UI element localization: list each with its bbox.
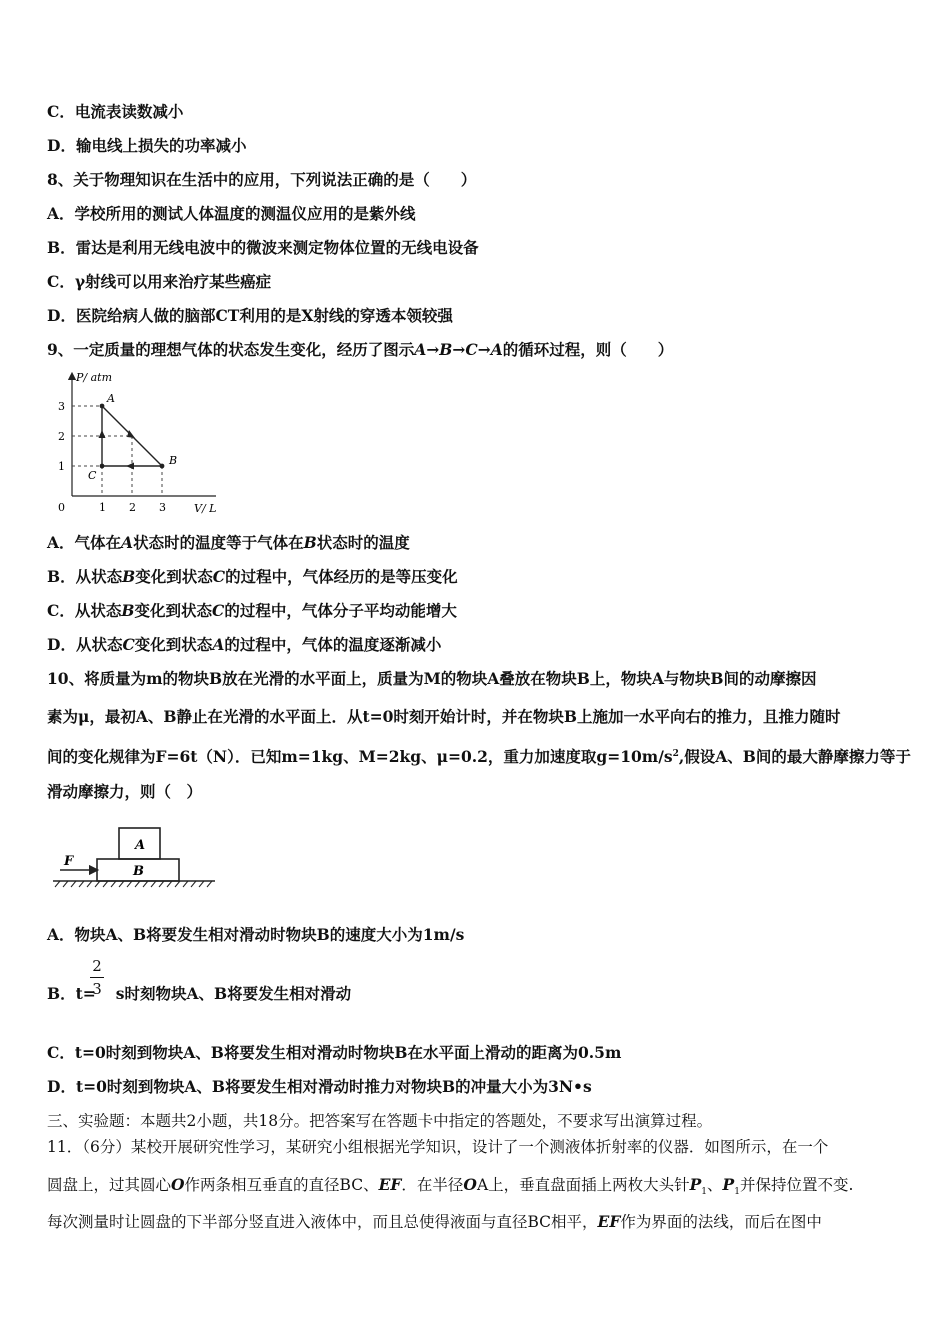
q10-option-d: D．t=0时刻到物块A、B将要发生相对滑动时推力对物块B的冲量大小为3N•s: [47, 1077, 592, 1096]
q11-l2-O2: O: [463, 1175, 477, 1194]
q8-stem: 8、关于物理知识在生活中的应用，下列说法正确的是（ ）: [47, 170, 477, 189]
q10b-denominator: 3: [92, 980, 102, 998]
q10b-numerator: 2: [92, 957, 102, 975]
q10-l3-sup: 2: [672, 749, 679, 759]
q10-l3a: 间的变化规律为F=6t（N）．已知m=1kg、M=2kg、μ=0.2，重力加速度取g=10m/s: [47, 747, 673, 767]
q10-stem-line4: 滑动摩擦力，则（ ）: [47, 782, 203, 801]
q11-l2-s2: 1: [734, 1187, 740, 1198]
arrow-a-to-b: [127, 430, 135, 438]
q10b-pre: B．t=: [47, 984, 96, 1003]
origin-label: 0: [58, 501, 65, 514]
q9d-t5: 的过程中，气体的温度逐渐减小: [224, 635, 442, 654]
q11-l2-sep: 、: [707, 1176, 723, 1194]
q9c-t3: 变化到状态: [134, 601, 212, 620]
q11-line2: [47, 1175, 853, 1202]
q9b-t4: C: [212, 567, 226, 586]
ground-hatch: [55, 881, 212, 887]
pv-axes: [58, 371, 216, 515]
q9b-t3: 变化到状态: [135, 567, 213, 586]
q9c-t4: C: [211, 601, 225, 620]
q10b-fraction: [89, 957, 105, 998]
q8-option-a: A．学校所用的测试人体温度的测温仪应用的是紫外线: [47, 204, 416, 223]
x-tick-label: 1: [99, 501, 106, 514]
state-point-c: [100, 464, 105, 469]
q9a-t1: A．气体在: [47, 533, 122, 552]
q10-option-a: A．物块A、B将要发生相对滑动时物块B的速度大小为1m/s: [47, 925, 465, 944]
q11-l2e: 并保持位置不变.: [739, 1176, 854, 1194]
block-figure: [50, 823, 220, 893]
q9d-t1: D．从状态: [47, 635, 123, 654]
q9-stem-post: 的循环过程，则（ ）: [502, 340, 674, 359]
arrow-b-to-c: [126, 463, 134, 470]
state-label-a: A: [107, 392, 115, 405]
q11-line1: 11．（6分）某校开展研究性学习，某研究小组根据光学知识，设计了一个测液体折射率的仪器．如图所示，在一个: [47, 1138, 829, 1156]
y-tick-label: 2: [58, 430, 65, 443]
q9b-t1: B．从状态: [47, 567, 123, 586]
q9-option-a: [47, 533, 410, 553]
x-tick-label: 3: [159, 501, 166, 514]
state-label-b: B: [169, 454, 178, 467]
q9-stem-pre: 9、一定质量的理想气体的状态发生变化，经历了图示: [47, 340, 415, 359]
y-tick-label: 3: [58, 400, 65, 413]
q10b-post: s时刻物块A、B将要发生相对滑动: [115, 984, 352, 1003]
q11-line3: [47, 1212, 822, 1232]
q11-l3a: 每次测量时让圆盘的下半部分竖直进入液体中，而且总使得液面与直径BC相平，: [47, 1213, 598, 1231]
q10-stem-line3: [47, 744, 911, 767]
q11-l3b: 作为界面的法线，而后在图中: [620, 1213, 822, 1231]
q8-option-c: C．γ射线可以用来治疗某些癌症: [47, 272, 272, 291]
q9-option-c: [47, 601, 457, 621]
force-label: F: [64, 854, 74, 869]
x-axis-label: V/ L: [194, 502, 217, 515]
q11-l2-O: O: [171, 1175, 185, 1194]
q9a-t4: B: [303, 533, 317, 552]
q11-l2-EF: EF: [378, 1175, 402, 1194]
q9c-t5: 的过程中，气体分子平均动能增大: [224, 601, 457, 620]
q11-l2-P1: P: [689, 1175, 702, 1194]
q9b-t2: B: [122, 567, 136, 586]
q9d-t3: 变化到状态: [134, 635, 213, 654]
q11-l2a: 圆盘上，过其圆心: [47, 1176, 172, 1194]
block-a-label: A: [135, 838, 146, 853]
q11-l3-EF: EF: [597, 1212, 621, 1231]
q9c-t2: B: [121, 601, 135, 620]
x-tick-label: 2: [129, 501, 136, 514]
state-label-c: C: [88, 469, 97, 482]
pv-marks: [72, 392, 177, 496]
q9-cycle: A→B→C→A: [414, 340, 503, 359]
q9c-t1: C．从状态: [47, 601, 122, 620]
q9a-t3: 状态时的温度等于气体在: [133, 533, 304, 552]
q11-l2b: 作两条相互垂直的直径BC、: [184, 1176, 379, 1194]
q9-option-d: [47, 635, 441, 655]
q10-stem-line2: 素为μ，最初A、B静止在光滑的水平面上．从t=0时刻开始计时，并在物块B上施加一水平向右的推力，且推力随时: [47, 707, 841, 726]
state-point-b: [160, 464, 165, 469]
q10-option-c: C．t=0时刻到物块A、B将要发生相对滑动时物块B在水平面上滑动的距离为0.5m: [47, 1043, 622, 1062]
q11-l2-s1: 1: [701, 1187, 708, 1198]
y-tick-label: 1: [58, 460, 65, 473]
q8-option-b: B．雷达是利用无线电波中的微波来测定物体位置的无线电设备: [47, 238, 479, 257]
q7-option-d: D．输电线上损失的功率减小: [47, 136, 247, 155]
q10-stem-line1: 10、将质量为m的物块B放在光滑的水平面上，质量为M的物块A叠放在物块B上，物块A与物块B间的动摩擦因: [47, 669, 817, 688]
pv-graph: [48, 368, 238, 518]
q9-stem: [47, 340, 673, 360]
q11-l2c: ．在半径: [401, 1176, 464, 1194]
q9-option-b: [47, 567, 458, 587]
state-point-a: [100, 404, 105, 409]
q11-l2d: A上，垂直盘面插上两枚大头针: [476, 1176, 690, 1194]
y-axis-label: P/ atm: [76, 371, 113, 384]
q9a-t2: A: [121, 533, 134, 552]
arrow-c-to-a: [99, 430, 106, 438]
q9b-t5: 的过程中，气体经历的是等压变化: [225, 567, 458, 586]
section-3-heading: 三、实验题：本题共2小题，共18分。把答案写在答题卡中指定的答题处，不要求写出演算过程。: [47, 1112, 713, 1130]
q9d-t4: A: [212, 635, 225, 654]
block-b-label: B: [133, 864, 144, 879]
q8-option-d: D．医院给病人做的脑部CT利用的是X射线的穿透本领较强: [47, 306, 453, 325]
q9a-t5: 状态时的温度: [316, 533, 410, 552]
q10-l3b: ,假设A、B间的最大静摩擦力等于: [678, 747, 911, 767]
q9d-t2: C: [122, 635, 135, 654]
q7-option-c: C．电流表读数减小: [47, 102, 184, 121]
q11-l2-P2: P: [722, 1175, 735, 1194]
